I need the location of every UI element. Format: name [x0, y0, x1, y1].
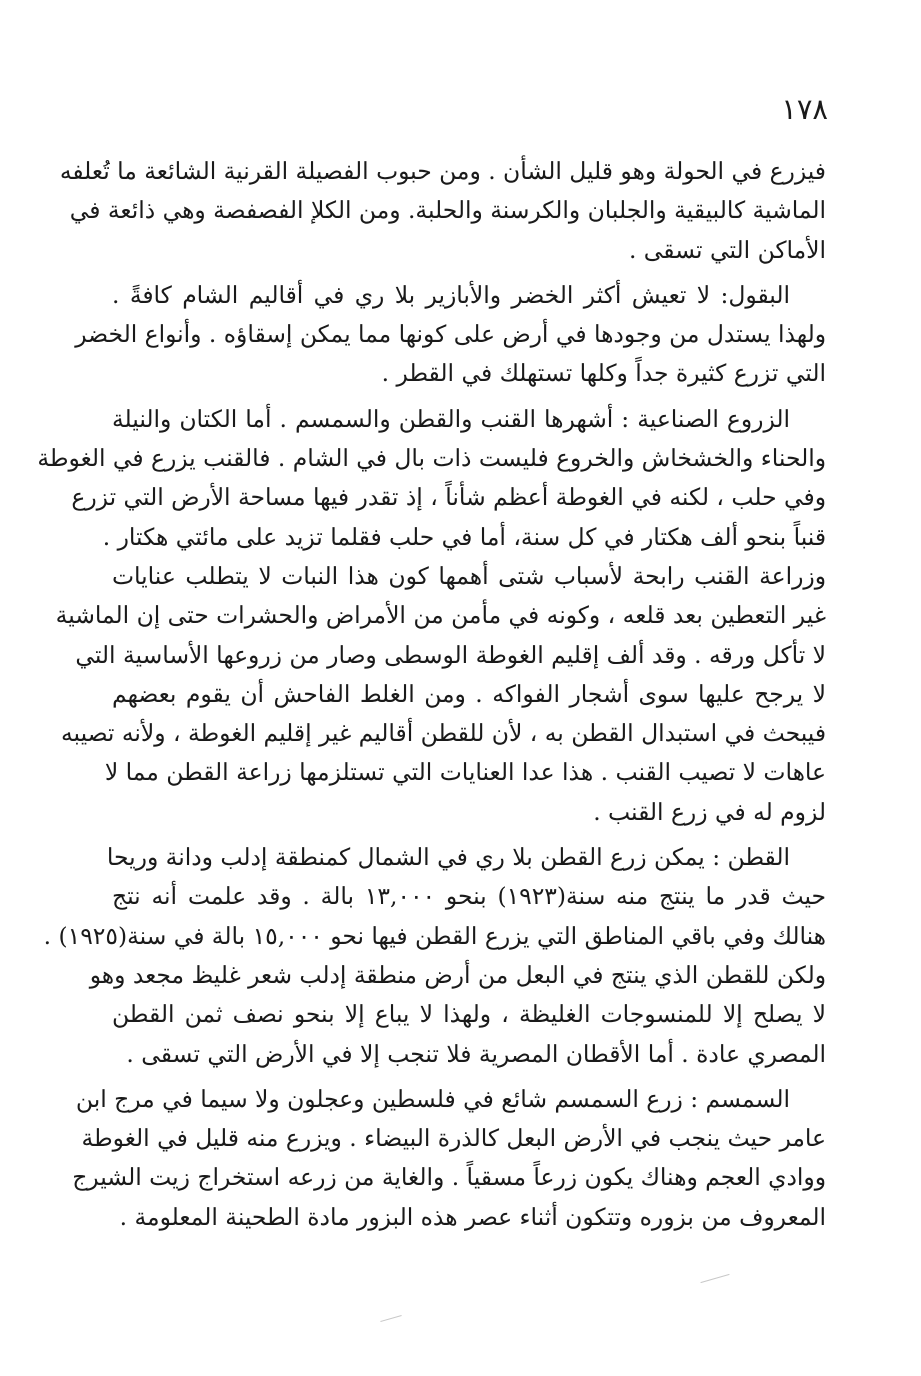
text-line: قنباً بنحو ألف هكتار في كل سنة، أما في حلب فقلما تزيد على مائتي هكتار . [102, 522, 826, 551]
text-line: عاهات لا تصيب القنب . هذا عدا العنايات التي تستلزمها زراعة القطن مما لا [104, 758, 826, 787]
text-line: فيزرع في الحولة وهو قليل الشأن . ومن حبوب الفصيلة القرنية الشائعة ما تُعلفه [59, 157, 826, 185]
text-line: ولهذا يستدل من وجودها في أرض على كونها مما يمكن إسقاؤه . وأنواع الخضر [75, 320, 826, 349]
text-line: لا تأكل ورقه . وقد ألف إقليم الغوطة الوسطى وصار من زروعها الأساسية التي [75, 640, 826, 669]
text-line: القطن : يمكن زرع القطن بلا ري في الشمال كمنطقة إدلب ودانة وريحا [106, 843, 790, 872]
text-line: التي تزرع كثيرة جداً وكلها تستهلك في القطر . [381, 359, 826, 388]
text-line: الأماكن التي تسقى . [628, 235, 826, 264]
text-line: الماشية كالبيقية والجلبان والكرسنة والحلبة. ومن الكلإ الفصفصة وهي ذائعة في [69, 196, 826, 225]
text-line: الزروع الصناعية : أشهرها القنب والقطن والسمسم . أما الكتان والنيلة [112, 404, 790, 433]
text-line: المصري عادة . أما الأقطان المصرية فلا تنجب إلا في الأرض التي تسقى . [126, 1039, 826, 1068]
text-line: عامر حيث ينجب في الأرض البعل كالذرة البيضاء . ويزرع منه قليل في الغوطة [81, 1124, 826, 1153]
text-line: لا يرجح عليها سوى أشجار الفواكه . ومن الغلط الفاحش أن يقوم بعضهم [112, 679, 826, 708]
text-line: وفي حلب ، لكنه في الغوطة أعظم شأناً ، إذ تقدر فيها مساحة الأرض التي تزرع [71, 483, 826, 512]
text-line: فيبحث في استبدال القطن به ، لأن للقطن أقاليم غير إقليم الغوطة ، ولأنه تصيبه [60, 719, 826, 748]
text-line: غير التعطين بعد قلعه ، وكونه في مأمن من الأمراض والحشرات حتى إن الماشية [55, 601, 826, 630]
paragraph-industrial-crops [37, 400, 826, 832]
text-line: لزوم له في زرع القنب . [593, 797, 826, 826]
text-line: لا يصلح إلا للمنسوجات الغليظة ، ولهذا لا يباع إلا بنحو نصف ثمن القطن [112, 1000, 826, 1029]
paragraph-fodder-crops [59, 152, 826, 270]
scan-smudge [700, 1274, 729, 1283]
paragraph-vegetables [75, 276, 826, 394]
paragraph-sesame [72, 1080, 826, 1237]
text-line: البقول: لا تعيش أكثر الخضر والأبازير بلا ري في أقاليم الشام كافةً . [112, 280, 790, 309]
text-line: والحناء والخشخاش والخروع فليست ذات بال في الشام . فالقنب يزرع في الغوطة [37, 444, 826, 473]
text-line: وزراعة القنب رابحة لأسباب شتى أهمها كون هذا النبات لا يتطلب عنايات [112, 561, 826, 590]
page-number: ١٧٨ [781, 92, 828, 126]
text-line: المعروف من بزوره وتتكون أثناء عصر هذه البزور مادة الطحينة المعلومة . [119, 1202, 826, 1231]
text-line: السمسم : زرع السمسم شائع في فلسطين وعجلون ولا سيما في مرج ابن [75, 1084, 790, 1113]
scan-smudge [380, 1315, 401, 1322]
text-line: حيث قدر ما ينتج منه سنة(١٩٢٣) بنحو ١٣,٠٠٠ بالة . وقد علمت أنه نتج [112, 882, 827, 911]
text-line: ولكن للقطن الذي ينتج في البعل من أرض منطقة إدلب شعر غليظ مجعد وهو [89, 960, 826, 989]
text-line: ووادي العجم وهناك يكون زرعاً مسقياً . والغاية من زرعه استخراج زيت الشيرج [72, 1163, 826, 1192]
text-line: هنالك وفي باقي المناطق التي يزرع القطن فيها نحو ١٥,٠٠٠ بالة في سنة(١٩٢٥) . [43, 921, 826, 950]
body-text [37, 152, 827, 1243]
paragraph-cotton [43, 838, 827, 1074]
